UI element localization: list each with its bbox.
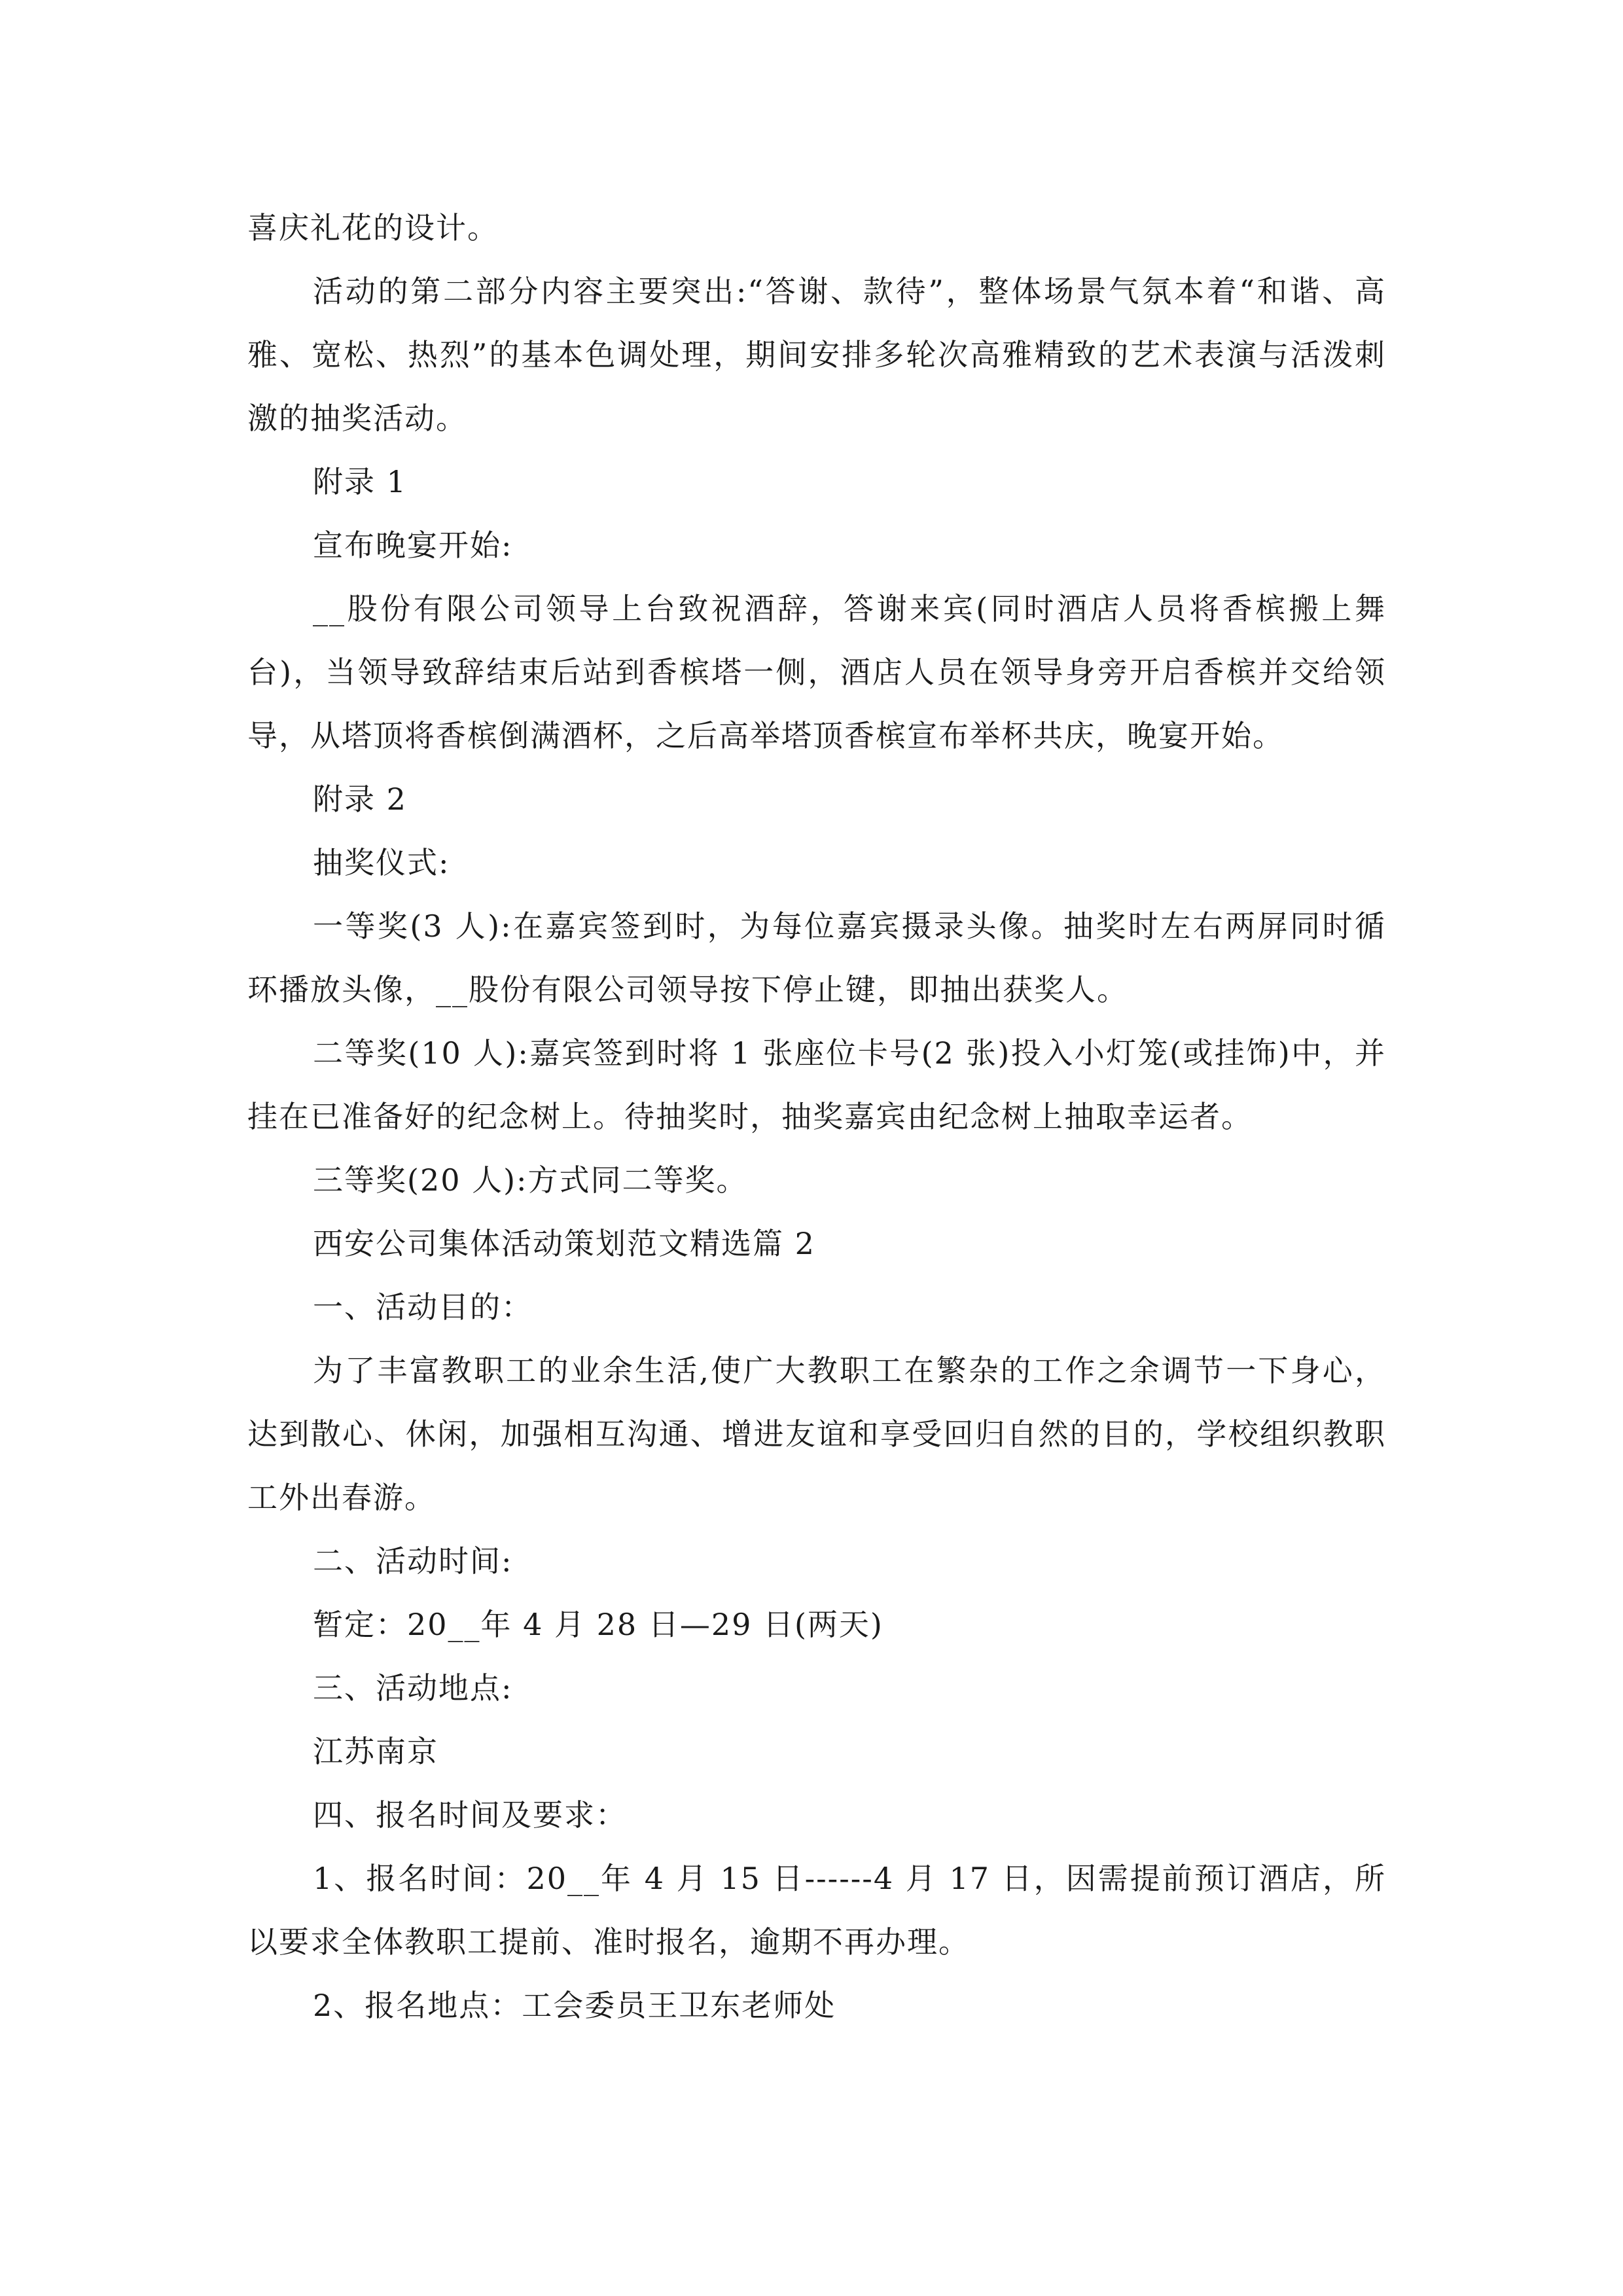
second-prize-paragraph: 二等奖(10 人):嘉宾签到时将 1 张座位卡号(2 张)投入小灯笼(或挂饰)中，并挂在已准备好的纪念树上。待抽奖时，抽奖嘉宾由纪念树上抽取幸运者。 bbox=[247, 1035, 1386, 1134]
appendix-1-heading: 附录 1 bbox=[313, 464, 407, 499]
first-prize-paragraph: 一等奖(3 人):在嘉宾签到时，为每位嘉宾摄录头像。抽奖时左右两屏同时循环播放头像，__股份有限公司领导按下停止键，即抽出获奖人。 bbox=[247, 908, 1386, 1007]
lottery-heading: 抽奖仪式: bbox=[313, 845, 450, 880]
document-body bbox=[247, 196, 1386, 2037]
registration-heading: 四、报名时间及要求： bbox=[313, 1797, 627, 1833]
paragraph-part-two: 活动的第二部分内容主要突出:“答谢、款待”，整体场景气氛本着“和谐、高雅、宽松、热烈”的基本色调处理，期间安排多轮次高雅精致的艺术表演与活泼刺激的抽奖活动。 bbox=[247, 274, 1386, 436]
time-heading: 二、活动时间: bbox=[313, 1543, 513, 1579]
section-title: 西安公司集体活动策划范文精选篇 2 bbox=[313, 1226, 815, 1261]
third-prize-paragraph: 三等奖(20 人):方式同二等奖。 bbox=[313, 1162, 748, 1198]
paragraph-toast: __股份有限公司领导上台致祝酒辞，答谢来宾(同时酒店人员将香槟搬上舞台)，当领导致辞结束后站到香槟塔一侧，酒店人员在领导身旁开启香槟并交给领导，从塔顶将香槟倒满酒杯，之后高举塔顶香槟宣布举杯共庆，晚宴开始。 bbox=[247, 591, 1386, 753]
purpose-paragraph: 为了丰富教职工的业余生活,使广大教职工在繁杂的工作之余调节一下身心，达到散心、休闲，加强相互沟通、增进友谊和享受回归自然的目的，学校组织教职工外出春游。 bbox=[247, 1353, 1386, 1515]
location-heading: 三、活动地点: bbox=[313, 1670, 513, 1706]
appendix-2-heading: 附录 2 bbox=[313, 781, 407, 817]
location-paragraph: 江苏南京 bbox=[313, 1734, 438, 1769]
registration-time-paragraph: 1、报名时间：20__年 4 月 15 日------4 月 17 日，因需提前预订酒店，所以要求全体教职工提前、准时报名，逾期不再办理。 bbox=[247, 1861, 1386, 1960]
registration-place-paragraph: 2、报名地点：工会委员王卫东老师处 bbox=[313, 1988, 836, 2023]
paragraph-continuation: 喜庆礼花的设计。 bbox=[247, 210, 499, 245]
time-paragraph: 暂定：20__年 4 月 28 日—29 日(两天) bbox=[313, 1607, 883, 1642]
banquet-start-heading: 宣布晚宴开始: bbox=[313, 528, 513, 563]
purpose-heading: 一、活动目的： bbox=[313, 1289, 533, 1325]
